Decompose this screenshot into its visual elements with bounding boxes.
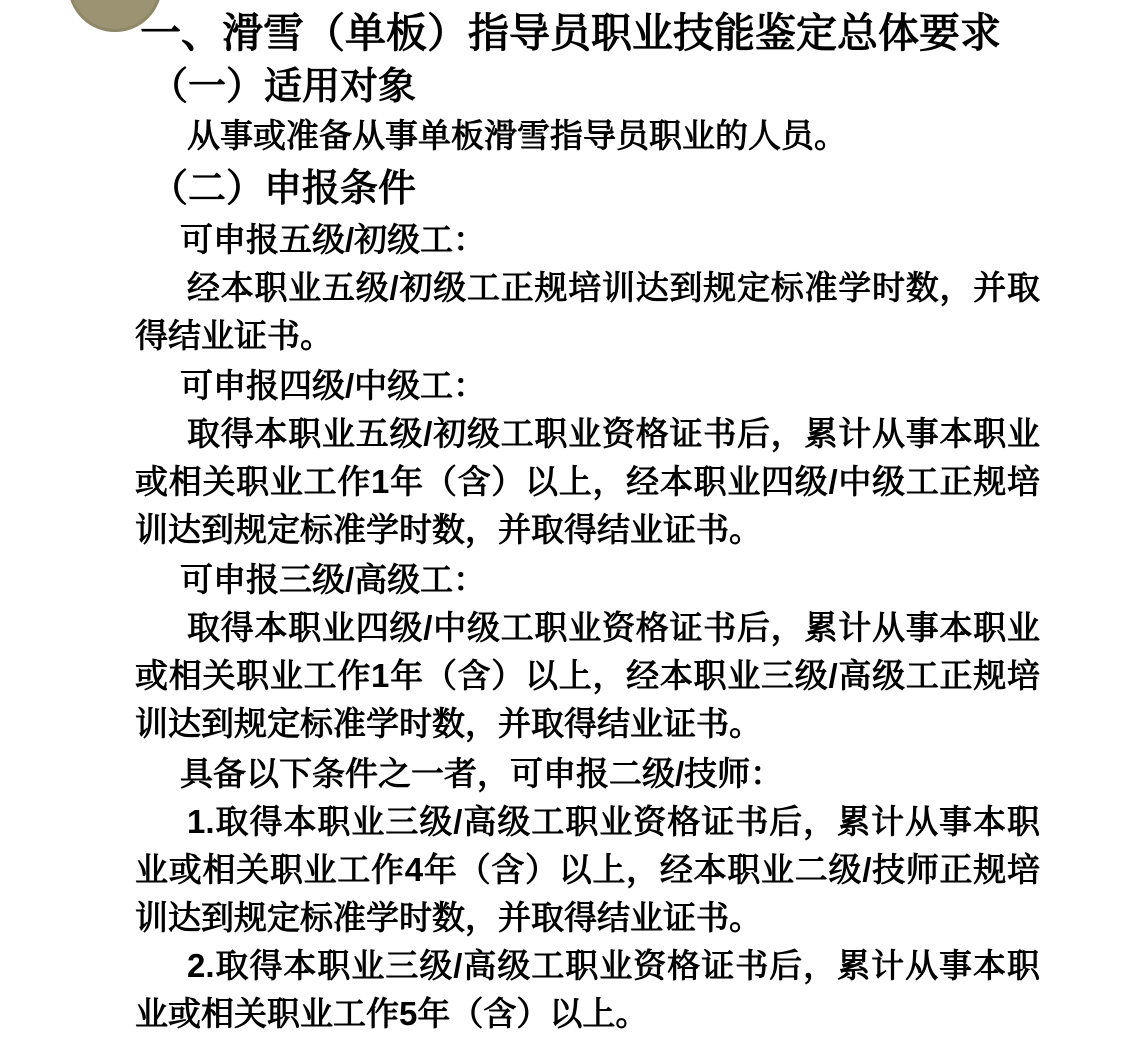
section-heading-applicable-persons: （一）适用对象 bbox=[150, 66, 417, 108]
paragraph-level2-item1: 1.取得本职业三级/高级工职业资格证书后，累计从事本职业或相关职业工作4年（含）以上，经本职业二级/技师正规培训达到规定标准学时数，并取得结业证书。 bbox=[135, 803, 1040, 936]
subheading-level5: 可申报五级/初级工： bbox=[180, 221, 487, 258]
page-title: 一、滑雪（单板）指导员职业技能鉴定总体要求 bbox=[140, 10, 1001, 56]
paragraph-level5: 经本职业五级/初级工正规培训达到规定标准学时数，并取得结业证书。 bbox=[135, 269, 1040, 354]
subheading-level2-technician: 具备以下条件之一者，可申报二级/技师： bbox=[180, 755, 784, 792]
paragraph-level3: 取得本职业四级/中级工职业资格证书后，累计从事本职业或相关职业工作1年（含）以上，经本职业三级/高级工正规培训达到规定标准学时数，并取得结业证书。 bbox=[135, 609, 1040, 742]
paragraph-level4: 取得本职业五级/初级工职业资格证书后，累计从事本职业或相关职业工作1年（含）以上，经本职业四级/中级工正规培训达到规定标准学时数，并取得结业证书。 bbox=[135, 415, 1040, 548]
paragraph-level2-item2: 2.取得本职业三级/高级工职业资格证书后，累计从事本职业或相关职业工作5年（含）以上。 bbox=[135, 947, 1040, 1032]
subheading-level3: 可申报三级/高级工： bbox=[180, 561, 487, 598]
paragraph-applicable-persons: 从事或准备从事单板滑雪指导员职业的人员。 bbox=[187, 117, 847, 154]
subheading-level4: 可申报四级/中级工： bbox=[180, 367, 487, 404]
section-heading-application-conditions: （二）申报条件 bbox=[150, 168, 417, 210]
